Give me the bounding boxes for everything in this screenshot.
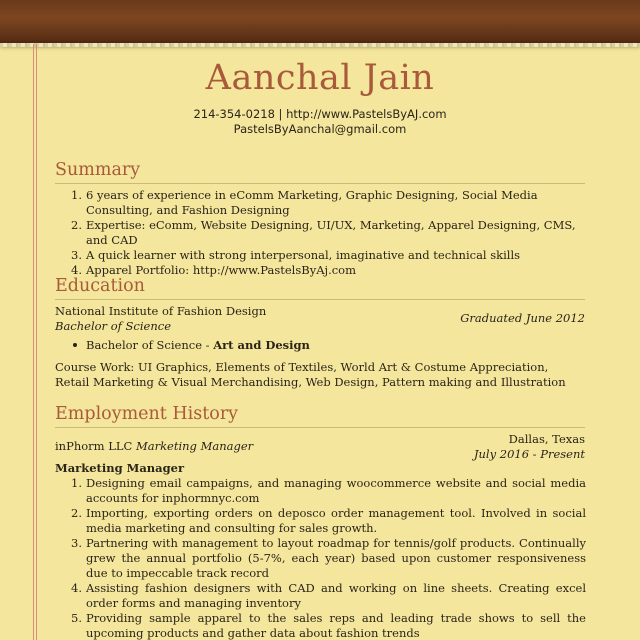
- company-name: inPhorm LLC: [55, 439, 133, 453]
- coursework: Course Work: UI Graphics, Elements of Textiles, World Art & Costume Appreciation, Retail Marketing & Visual Merchandising, Web Design, Pattern making and Illustration: [55, 360, 566, 389]
- section-divider: [55, 299, 585, 300]
- degree-detail: Bachelor of Science - Art and Design: [86, 338, 310, 352]
- list-item: 1. 6 years of experience in eComm Marketing, Graphic Designing, Social Media Consulting, and Fashion Designing: [71, 188, 538, 217]
- education-heading: Education: [55, 276, 145, 296]
- list-item: 3. A quick learner with strong interpersonal, imaginative and technical skills: [71, 248, 521, 262]
- list-item: 2. Importing, exporting orders on deposco order management tool. Involved in social media marketing and consulting for sales growth.: [71, 506, 586, 535]
- contact-phone-website: 214-354-0218 | http://www.PastelsByAJ.com: [193, 107, 447, 121]
- list-item: 5. Providing sample apparel to the sales reps and leading trade shows to sell the upcoming products and gather data about fashion trends: [71, 611, 586, 640]
- employment-heading: Employment History: [55, 404, 239, 424]
- job-company-line: [55, 439, 253, 454]
- candidate-name: Aanchal Jain: [205, 58, 435, 98]
- list-item: 4. Apparel Portfolio: http://www.PastelsByAj.com: [71, 263, 357, 277]
- list-item: 3. Partnering with management to layout roadmap for tennis/golf products. Continually grew the annual portfolio (5-7%, each year) based upon customer responsiveness due to impeccable track record: [71, 536, 586, 580]
- degree-name: Bachelor of Science: [55, 319, 172, 333]
- section-divider: [55, 183, 585, 184]
- job-dates: July 2016 - Present: [473, 447, 585, 461]
- summary-list: [71, 188, 576, 278]
- employment-duties-list: [71, 476, 586, 640]
- section-divider: [55, 427, 585, 428]
- graduation-date: Graduated June 2012: [460, 311, 585, 325]
- job-location: Dallas, Texas: [508, 432, 585, 446]
- list-item: 1. Designing email campaigns, and managing woocommerce website and social media accounts for inphormnyc.com: [71, 476, 586, 505]
- bullet-dot: [73, 343, 77, 347]
- list-item: 2. Expertise: eComm, Website Designing, UI/UX, Marketing, Apparel Designing, CMS, and CAD: [71, 218, 576, 247]
- list-item: 4. Assisting fashion designers with CAD and working on line sheets. Creating excel order forms and managing inventory: [71, 581, 586, 610]
- job-title: Marketing Manager: [135, 439, 254, 453]
- contact-email: PastelsByAanchal@gmail.com: [233, 122, 407, 136]
- summary-heading: Summary: [55, 160, 141, 180]
- institution-name: National Institute of Fashion Design: [55, 304, 267, 318]
- role-heading: Marketing Manager: [55, 461, 185, 475]
